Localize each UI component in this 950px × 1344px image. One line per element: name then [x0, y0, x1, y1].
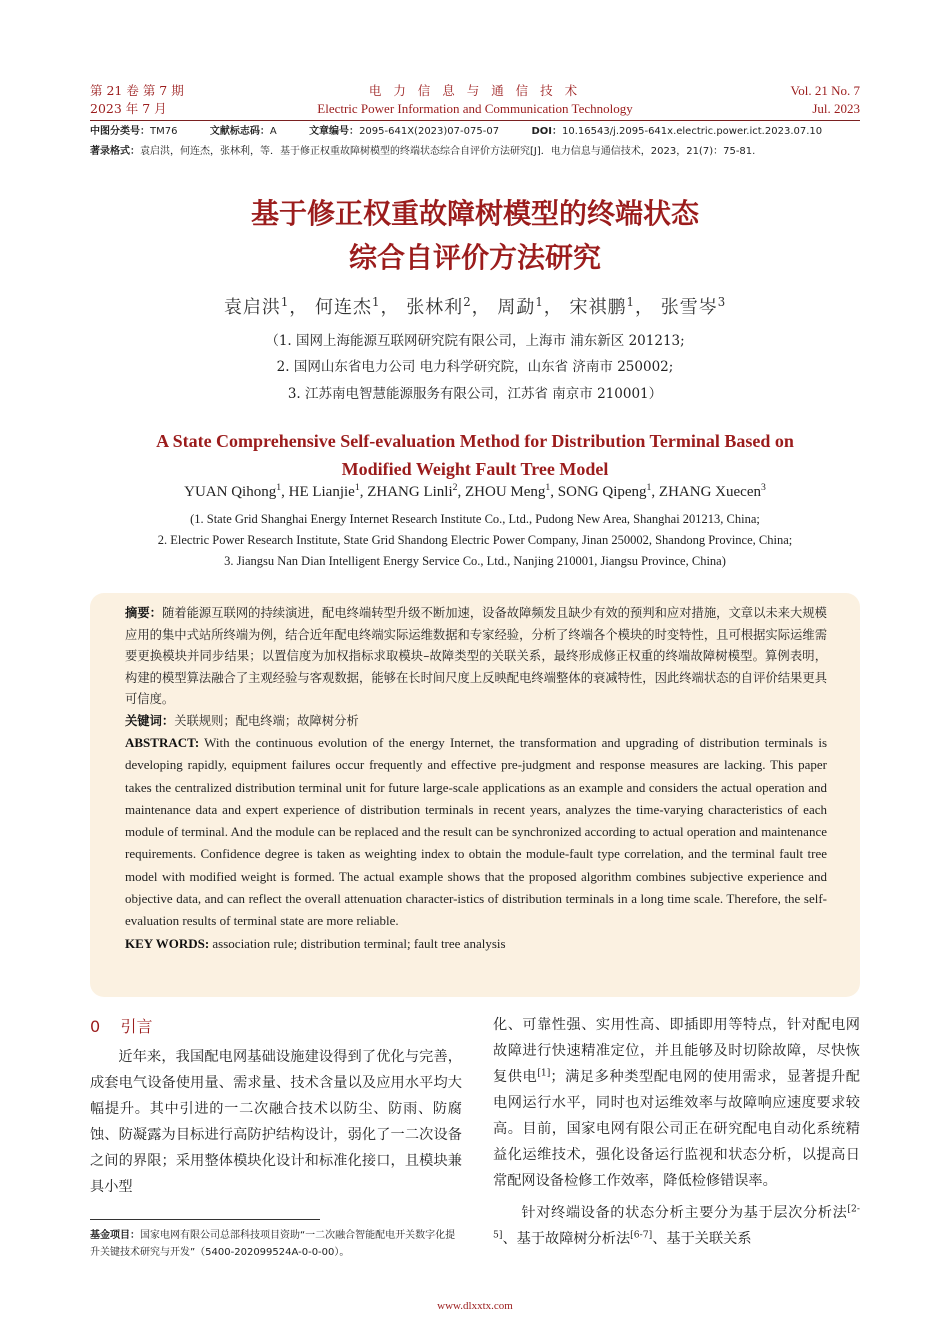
date-en: Jul. 2023 [812, 101, 860, 116]
keywords-en [125, 933, 827, 955]
keywords-en-label: KEY WORDS: [125, 935, 210, 951]
volume-issue-en: Vol. 21 No. 7 [790, 83, 860, 98]
paragraph-text: 、基于故障树分析法 [502, 1231, 631, 1247]
affiliation-cn-2: 2. 国网山东省电力公司 电力科学研究院，山东省 济南市 250002; [276, 359, 674, 375]
doi-value: 10.16543/j.2095-641x.electric.power.ict.2023.07.10 [561, 126, 823, 137]
title-cn-line2: 综合自评价方法研究 [348, 241, 601, 274]
clc-label: 中图分类号： [90, 126, 150, 137]
author-affil-mark: 1 [276, 482, 282, 493]
affiliation-en-3: 3. Jiangsu Nan Dian Intelligent Energy Service Co., Ltd., Nanjing 210001, Jiangsu Province, China) [224, 554, 726, 568]
section-heading-introduction: 0 引言 [90, 1017, 153, 1036]
author-en: HE Lianjie [288, 484, 355, 500]
footnote-label: 基金项目： [90, 1230, 140, 1241]
author-cn: 张林利 [406, 297, 464, 318]
affiliation-cn-3: 3. 江苏南电智慧能源服务有限公司，江苏省 南京市 210001） [287, 386, 663, 402]
author-affil-mark: 1 [354, 482, 360, 493]
citation-line [90, 145, 755, 159]
footnote-text: 国家电网有限公司总部科技项目资助“一二次融合智能配电开关数字化提升关键技术研究与开发”（5400-202099524A-0-0-00）。 [90, 1230, 456, 1258]
author-cn: 何连杰 [315, 297, 373, 318]
title-en-line1: A State Comprehensive Self-evaluation Method for Distribution Terminal Based on [156, 431, 794, 451]
title-en-line2: Modified Weight Fault Tree Model [341, 459, 609, 479]
author-affil-mark: 1 [545, 482, 551, 493]
author-affil-mark: 3 [760, 482, 766, 493]
doc-code-label: 文献标志码： [209, 126, 270, 137]
paragraph-text: 化、可靠性强、实用性高、即插即用等特点，针对配电网故障进行快速精准定位，并且能够及时切除故障，尽快恢复供电 [493, 1017, 860, 1085]
doi-label: DOI： [531, 126, 562, 137]
footnote-divider [90, 1219, 320, 1220]
author-en: ZHANG Linli [367, 484, 453, 500]
author-en: ZHANG Xuecen [658, 484, 761, 500]
article-no-value: 2095-641X(2023)07-075-07 [359, 126, 500, 137]
intro-paragraph-1: 近年来，我国配电网基础设施建设得到了优化与完善，成套电气设备使用量、需求量、技术含量以及应用水平均大幅提升。其中引进的一二次融合技术以防尘、防雨、防腐蚀、防凝露为目标进行高防护结构设计，弱化了一二次设备之间的界限；采用整体模块化设计和标准化接口，且模块兼具小型 [90, 1049, 462, 1195]
author-cn: 袁启洪 [223, 297, 281, 318]
author-en: ZHOU Meng [465, 484, 546, 500]
abstract-cn-text: 随着能源互联网的持续演进，配电终端转型升级不断加速，设备故障频发且缺少有效的预判和应对措施，文章以未来大规模应用的集中式站所终端为例，结合近年配电终端实际运维数据和专家经验，分析了终端各个模块的时变特性，且可根据实际运维需要更换模块并同步结果；以置信度为加权指标求取模块–故障类型的关联关系，最终形成修正权重的终端故障树模型。算例表明，构建的模型算法融合了主观经验与客观数据，能够在长时间尺度上反映配电终端整体的衰减特性，因此终端状态的自评价结果更具可信度。 [125, 606, 827, 706]
citation-label: 著录格式： [90, 146, 140, 157]
author-cn: 张雪岑 [660, 297, 718, 318]
intro-paragraph-1-cont [493, 1012, 860, 1194]
abstract-cn [125, 603, 827, 711]
header-divider [90, 120, 860, 121]
citation-ref[interactable]: [2-5] [493, 1203, 860, 1241]
author-affil-mark: 2 [452, 482, 458, 493]
footer-url[interactable]: www.dlxxtx.com [437, 1300, 513, 1312]
author-affil-mark: 2 [463, 295, 472, 309]
author-affil-mark: 3 [717, 295, 727, 309]
abstract-en-text: With the continuous evolution of the energy Internet, the transformation and upgrading of distribution terminals is developing rapidly, equipment failures occur frequently and effective pre-judgment and response measures are lacking. This paper takes the centralized distribution terminal unit for future large-scale applications as an example and considers the actual operation and maintenance data and expert experience of distribution terminals in recent years, analyzes the time-varying characteristics of each module of terminal. And the module can be replaced and the result can be synchronized according to actual operation and maintenance requirements. Confidence degree is taken as weighting index to obtain the module-fault type correlation, and the terminal fault tree model with modified weight is formed. The actual example shows that the proposed algorithm combines subjective experience and objective data, and can reflect the overall attenuation character-istics of distribution terminals in a long time scale. Therefore, the self-evaluation results of terminal state are more reliable. [125, 735, 827, 929]
affiliation-en-2: 2. Electric Power Research Institute, State Grid Shandong Electric Power Company, Jinan 250002, Shandong Province, China; [157, 533, 793, 547]
author-affil-mark: 1 [626, 295, 635, 309]
citation-value: 袁启洪，何连杰，张林利，等．基于修正权重故障树模型的终端状态综合自评价方法研究[J]．电力信息与通信技术，2023，21(7)：75-81. [140, 146, 756, 157]
right-column [493, 1012, 860, 1252]
abstract-box [90, 593, 860, 997]
paragraph-text: 针对终端设备的状态分析主要分为基于层次分析法 [521, 1205, 848, 1221]
date-cn: 2023 年 7 月 [90, 101, 167, 116]
journal-name-cn: 电 力 信 息 与 通 信 技 术 [368, 83, 582, 98]
authors-cn: 袁启洪$^1$， 何连杰$^1$， 张林利$^2$， 周勐$^1$， 宋祺鹏$^1$， 张雪岑$^3$ [223, 295, 727, 318]
paragraph-text: ；满足多种类型配电网的使用需求，显著提升配电网运行水平，同时也对运维效率与故障响应速度要求较高。目前，国家电网有限公司正在研究配电自动化系统精益化运维技术，强化设备运行监视和状态分析，以提高日常配网设备检修工作效率，降低检修错误率。 [493, 1069, 860, 1189]
keywords-cn-label: 关键词： [125, 713, 175, 728]
keywords-cn-text: 关联规则；配电终端；故障树分析 [174, 713, 359, 728]
paragraph-text: 、基于关联关系 [652, 1231, 752, 1247]
author-cn: 周勐 [497, 297, 536, 318]
funding-footnote [90, 1227, 462, 1261]
abstract-en [125, 732, 827, 933]
citation-ref[interactable]: [6-7] [630, 1229, 653, 1241]
author-affil-mark: 1 [280, 295, 290, 309]
title-cn-line1: 基于修正权重故障树模型的终端状态 [250, 197, 699, 230]
classification-line [90, 125, 822, 139]
author-affil-mark: 1 [372, 295, 381, 309]
author-affil-mark: 1 [646, 482, 652, 493]
keywords-cn [125, 711, 827, 733]
clc-value: TM76 [150, 126, 178, 137]
abstract-en-label: ABSTRACT: [125, 735, 200, 750]
author-en: SONG Qipeng [557, 484, 647, 500]
affiliation-cn-1: （1. 国网上海能源互联网研究院有限公司，上海市 浦东新区 201213; [265, 333, 685, 349]
citation-ref[interactable]: [1] [537, 1067, 551, 1079]
author-affil-mark: 1 [535, 295, 544, 309]
author-cn: 宋祺鹏 [569, 297, 627, 318]
keywords-en-text: association rule; distribution terminal; fault tree analysis [209, 935, 506, 951]
abstract-cn-label: 摘要： [125, 606, 162, 620]
journal-name-en: Electric Power Information and Communication Technology [317, 101, 633, 116]
authors-en: YUAN Qihong$^1$, HE Lianjie$^1$, ZHANG Linli$^2$, ZHOU Meng$^1$, SONG Qipeng$^1$, ZHANG Xuecen$^3$ [184, 482, 766, 500]
volume-issue-cn: 第 21 卷 第 7 期 [90, 83, 184, 98]
intro-paragraph-2 [493, 1200, 860, 1252]
doc-code-value: A [269, 126, 277, 137]
author-en: YUAN Qihong [184, 484, 277, 500]
left-column [90, 1044, 462, 1200]
article-no-label: 文章编号： [309, 126, 360, 137]
affiliation-en-1: (1. State Grid Shanghai Energy Internet Research Institute Co., Ltd., Pudong New Area, Shanghai 201213, China; [190, 512, 760, 526]
